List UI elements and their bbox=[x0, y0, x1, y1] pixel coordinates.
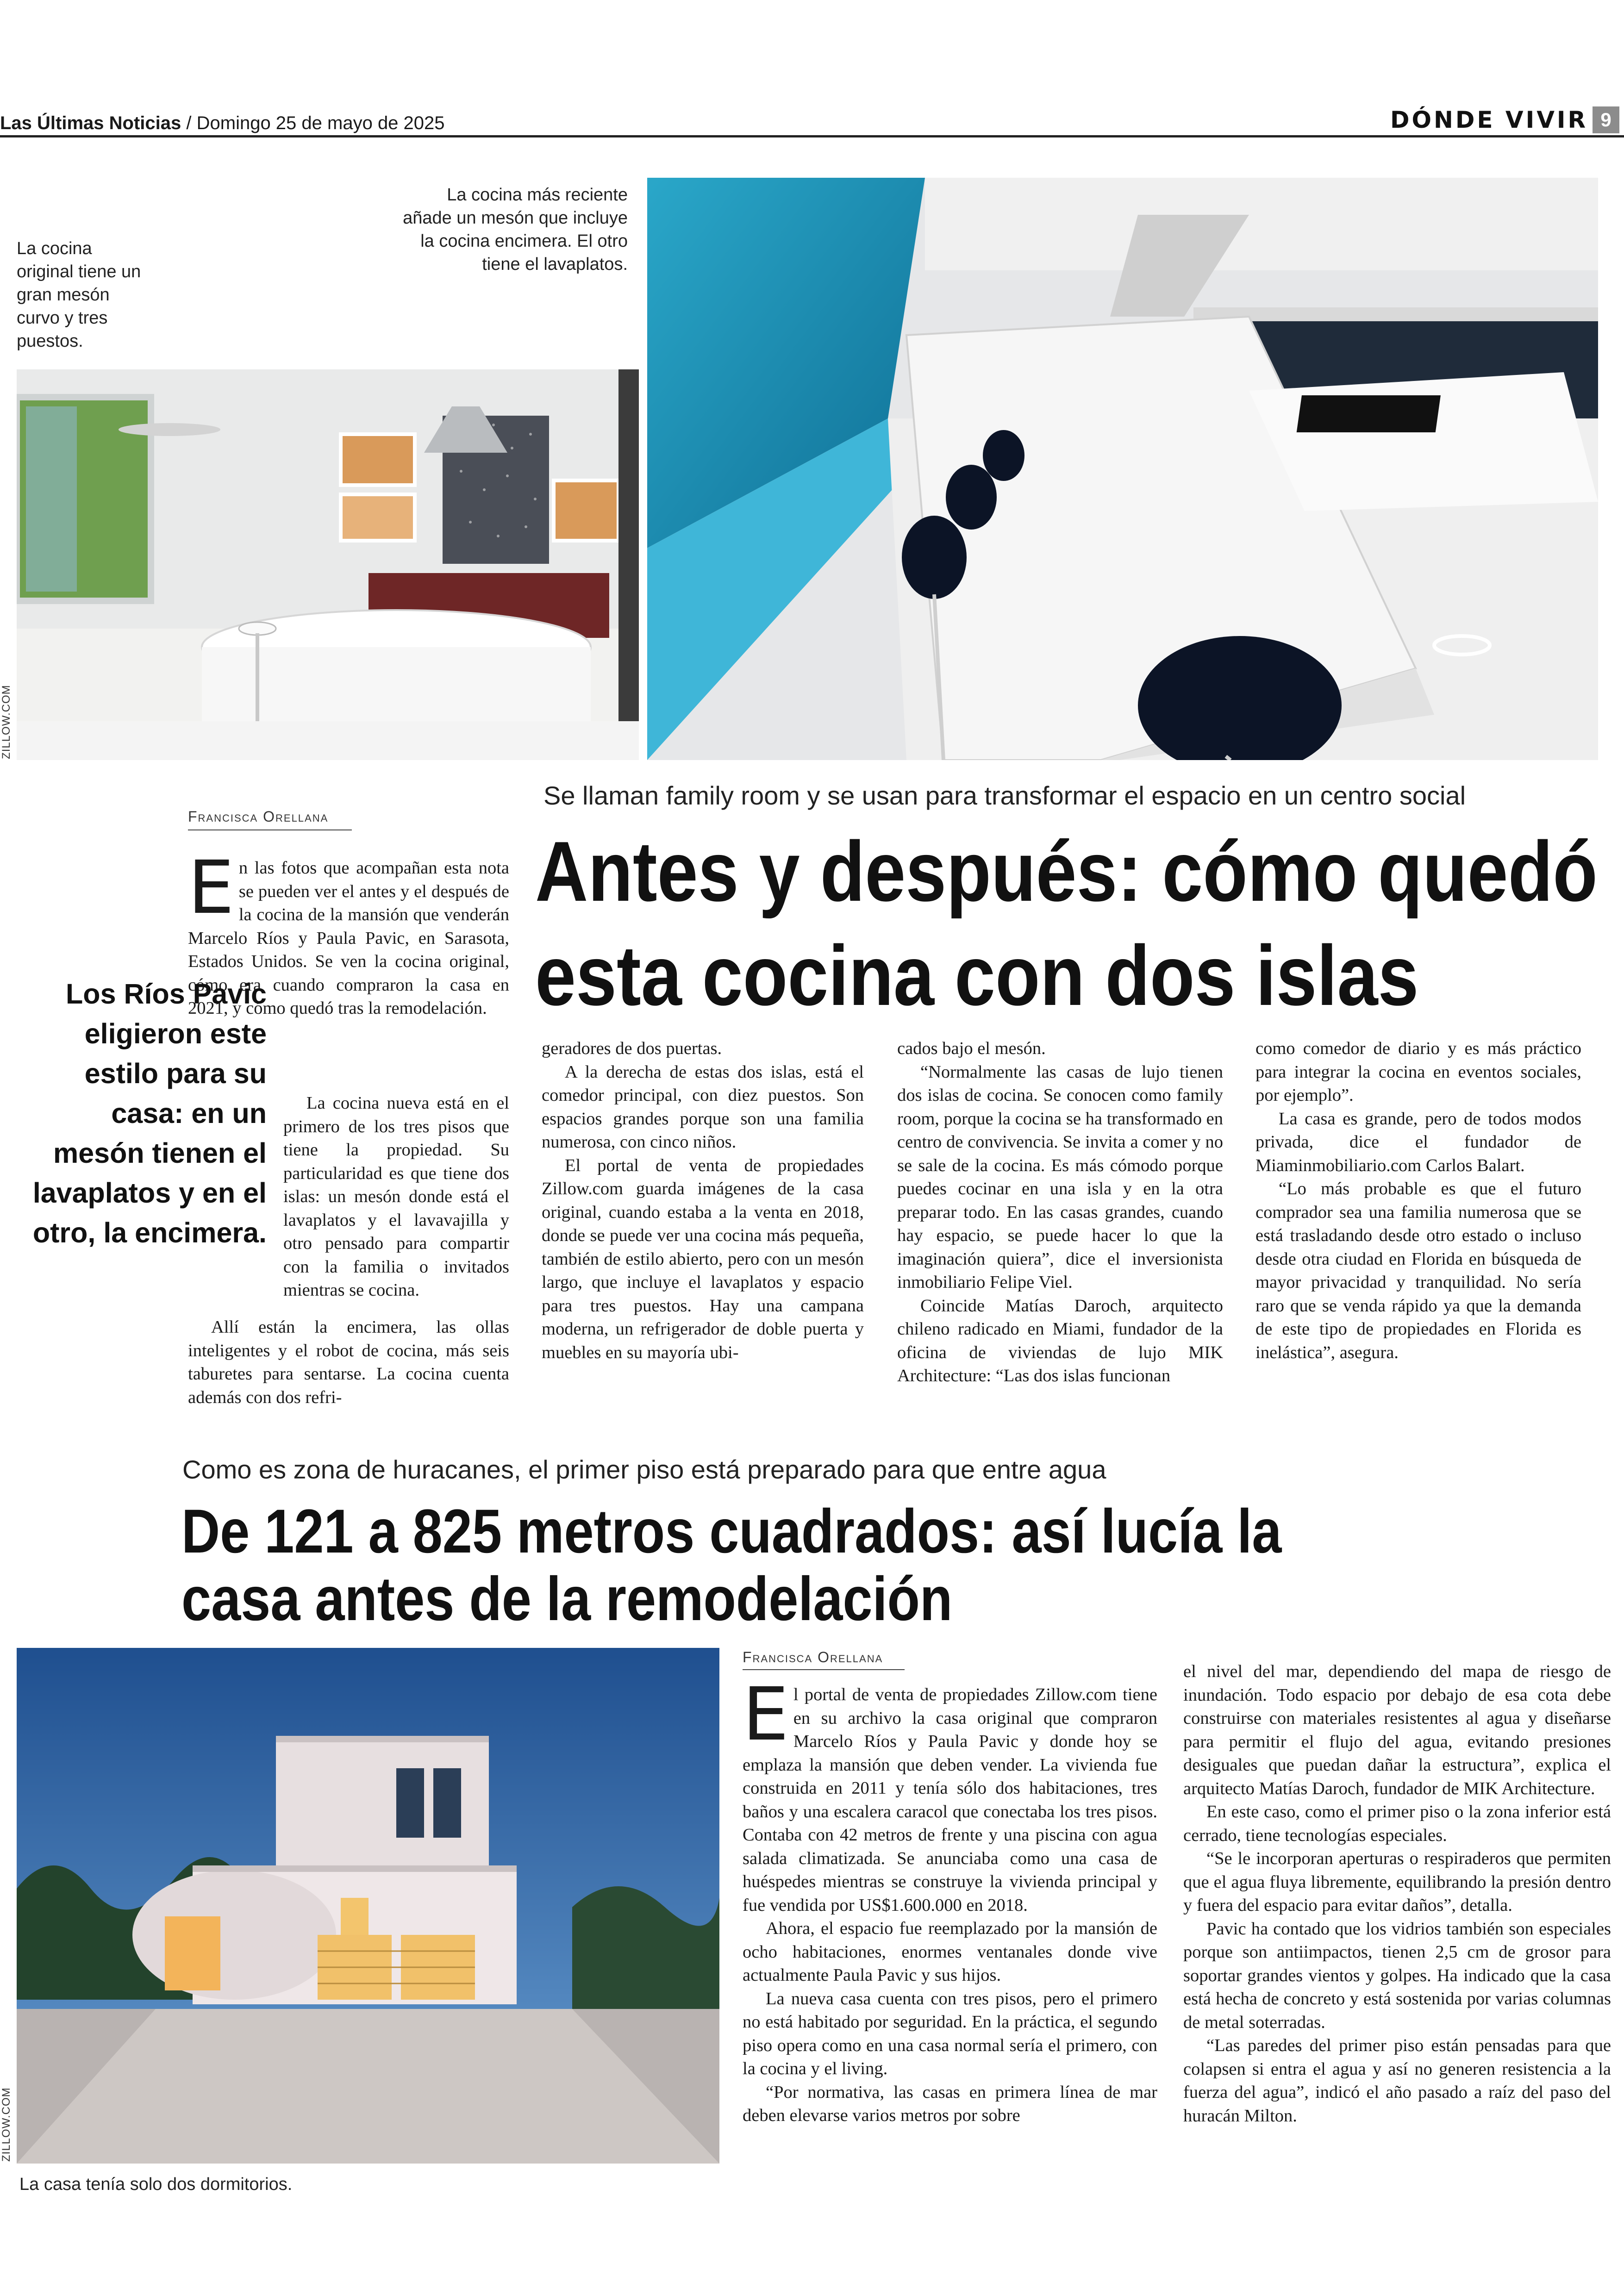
article1-paragraph: “Lo más probable es que el futuro comprador sea una familia numerosa que se está trasladando desde otro estado o incluso desde otra ciudad en Florida en búsqueda de mayor privacidad y tranquilidad. No sería raro que se venda rápido ya que la demanda de este tipo de propiedades en Florida es inelástica”, asegura. bbox=[1255, 1179, 1581, 1362]
article2-paragraph: el nivel del mar, dependiendo del mapa de riesgo de inundación. Todo espacio por debajo de esa cota debe construirse con materiales resistentes al agua y diseñarse para permitir el flujo del agua, evitando presiones desiguales que puedan dañar la estructura”, explica el arquitecto Matías Daroch, fundador de MIK Architecture. bbox=[1183, 1662, 1611, 1798]
publication-name: Las Últimas Noticias bbox=[0, 113, 181, 133]
article2-byline-rule bbox=[743, 1669, 905, 1670]
article1-paragraph: A la derecha de estas dos islas, está el comedor principal, con diez puestos. Son espacios grandes porque son una familia numerosa, con cinco niños. bbox=[542, 1062, 864, 1152]
masthead-line bbox=[0, 111, 445, 135]
article1-paragraph-intro: En las fotos que acompañan esta nota se pueden ver el antes y el después de la cocina de la mansión que venderán Marcelo Ríos y Paula Pavic, en Sarasota, Estados Unidos. Se ven la cocina original, cómo era cuando compraron la casa en 2021, y cómo quedó tras la remodelación. bbox=[188, 845, 509, 1018]
article1-column-3 bbox=[897, 1037, 1223, 1388]
photo-caption-new-kitchen: La cocina más reciente añade un mesón que incluye la cocina encimera. El otro tiene el lavaplatos. bbox=[403, 185, 628, 274]
article2-paragraph: La nueva casa cuenta con tres pisos, pero el primero no está habitado por seguridad. En la práctica, el segundo piso opera como en una casa normal sería el primero, con la cocina y el living. bbox=[743, 1989, 1157, 2078]
article1-column-2 bbox=[542, 1037, 864, 1364]
article2-column-1 bbox=[743, 1672, 1157, 2127]
article1-kicker: Se llaman family room y se usan para transformar el espacio en un centro social bbox=[543, 781, 1466, 810]
photo-caption-original-kitchen: La cocina original tiene un gran mesón curvo y tres puestos. bbox=[17, 239, 141, 351]
original-kitchen-photo bbox=[17, 369, 639, 760]
article1-paragraph: Coincide Matías Daroch, arquitecto chileno radicado en Miami, fundador de la oficina de viviendas de lujo MIK Architecture: “Las dos islas funcionan bbox=[897, 1296, 1223, 1385]
article2-column-2 bbox=[1183, 1660, 1611, 2127]
article2-dropcap: E bbox=[743, 1672, 789, 1757]
section-header bbox=[1390, 106, 1619, 134]
article2-kicker: Como es zona de huracanes, el primer piso está preparado para que entre agua bbox=[182, 1455, 1106, 1484]
article1-byline-rule bbox=[188, 829, 352, 830]
article1-headline-line2: esta cocina con dos islas bbox=[535, 928, 1419, 1023]
article2-headline-line2: casa antes de la remodelación bbox=[181, 1565, 953, 1634]
article1-column-1-bottom bbox=[188, 1316, 509, 1409]
article2-paragraph-intro: El portal de venta de propiedades Zillow.com tiene en su archivo la casa original que compraron Marcelo Ríos y Paula Pavic y donde hoy se emplaza la mansión que deben vender. La vivienda fue construida en 2011 y tenía sólo dos habitaciones, tres baños y una escalera caracol que conectaba los tres pisos. Contaba con 42 metros de frente y una piscina con agua salada climatizada. Se anunciaba como una casa de huéspedes mientras se construye la vivienda principal y fue vendida por US$1.600.000 en 2018. bbox=[743, 1672, 1157, 1915]
article2-paragraph: Ahora, el espacio fue reemplazado por la mansión de ocho habitaciones, enormes ventanales donde vive actualmente Paula Pavic y sus hijos. bbox=[743, 1919, 1157, 1985]
house-photo-caption: La casa tenía solo dos dormitorios. bbox=[19, 2175, 293, 2194]
article1-byline: Francisca Orellana bbox=[188, 808, 329, 825]
photo-credit-top: ZILLOW.COM bbox=[0, 685, 12, 759]
article1-headline-line1: Antes y después: cómo quedó bbox=[535, 823, 1598, 919]
article2-byline: Francisca Orellana bbox=[743, 1649, 883, 1665]
article1-pull-quote: Los Ríos Pavic eligieron este estilo para su casa: en un mesón tienen el lavaplatos y en el otro, la encimera. bbox=[32, 978, 267, 1248]
article1-paragraph: “Normalmente las casas de lujo tienen dos islas de cocina. Se conocen como family room, porque la cocina se ha transformado en centro de convivencia. Se invita a comer y no se sale de la cocina. Es más cómodo porque puedes cocinar en una isla y en la otra preparar todo. En las casas grandes, cuando hay espacio, se puede hacer lo que la imaginación quiera”, dice el inversionista inmobiliario Felipe Viel. bbox=[897, 1062, 1223, 1292]
original-house-photo bbox=[17, 1648, 719, 2164]
header-rule bbox=[0, 135, 1624, 137]
section-title: DÓNDE VIVIR bbox=[1390, 106, 1588, 133]
page-number: 9 bbox=[1593, 106, 1619, 133]
article1-paragraph: La casa es grande, pero de todos modos privada, dice el fundador de Miaminmobiliario.com Carlos Balart. bbox=[1255, 1109, 1581, 1175]
article1-paragraph: El portal de venta de propiedades Zillow.com guarda imágenes de la casa original, cuando estaba a la venta en 2018, donde se puede ver una cocina más pequeña, también de estilo abierto, pero con un mesón largo, que incluye el lavaplatos y espacio para tres puestos. Hay una campana moderna, un refrigerador de doble puerta y muebles en su mayoría ubi- bbox=[542, 1155, 864, 1362]
article1-column-1-narrow bbox=[283, 1091, 509, 1302]
publication-date: Domingo 25 de mayo de 2025 bbox=[196, 113, 445, 133]
article1-column-4 bbox=[1255, 1037, 1581, 1364]
new-kitchen-photo bbox=[647, 178, 1598, 760]
article2-paragraph: “Se le incorporan aperturas o respiraderos que permiten que el agua fluya libremente, equilibrando la presión dentro y fuera del espacio para evitar daños”, detalla. bbox=[1183, 1849, 1611, 1915]
article2-headline bbox=[181, 1498, 1281, 1633]
article2-paragraph: “Por normativa, las casas en primera línea de mar deben elevarse varios metros por sobre bbox=[743, 2082, 1157, 2125]
article1-paragraph: como comedor de diario y es más práctico para integrar la cocina en eventos sociales, por ejemplo”. bbox=[1255, 1039, 1581, 1105]
article1-paragraph: Allí están la encimera, las ollas inteligentes y el robot de cocina, más seis taburetes para sentarse. La cocina cuenta además con dos refri- bbox=[188, 1317, 509, 1407]
masthead-separator: / bbox=[186, 113, 197, 133]
article1-paragraph: La cocina nueva está en el primero de los tres pisos que tiene la propiedad. Su particularidad es que tiene dos islas: un mesón donde está el lavaplatos y el lavavajilla y otro pensado para compartir con la familia o invitados mientras se cocina. bbox=[283, 1093, 509, 1300]
article1-paragraph: cados bajo el mesón. bbox=[897, 1039, 1046, 1058]
article2-headline-line1: De 121 a 825 metros cuadrados: así lucía la bbox=[181, 1497, 1282, 1566]
photo-credit-bottom: ZILLOW.COM bbox=[0, 2087, 12, 2162]
article1-dropcap: E bbox=[188, 845, 234, 930]
article1-paragraph: geradores de dos puertas. bbox=[542, 1039, 722, 1058]
article2-paragraph: “Las paredes del primer piso están pensadas para que colapsen si entra el agua y así no generen resistencia a la fuerza del agua”, indicó el año pasado a raíz del paso del huracán Milton. bbox=[1183, 2036, 1611, 2126]
article2-paragraph: Pavic ha contado que los vidrios también son especiales porque son antiimpactos, tienen 2,5 cm de grosor para soportar grandes vientos y golpes. Ha indicado que la casa está hecha de concreto y está sostenida por varias columnas de metal soterradas. bbox=[1183, 1919, 1611, 2032]
article2-paragraph: En este caso, como el primer piso o la zona inferior está cerrado, tiene tecnologías especiales. bbox=[1183, 1802, 1611, 1845]
article1-headline bbox=[535, 819, 1598, 1028]
